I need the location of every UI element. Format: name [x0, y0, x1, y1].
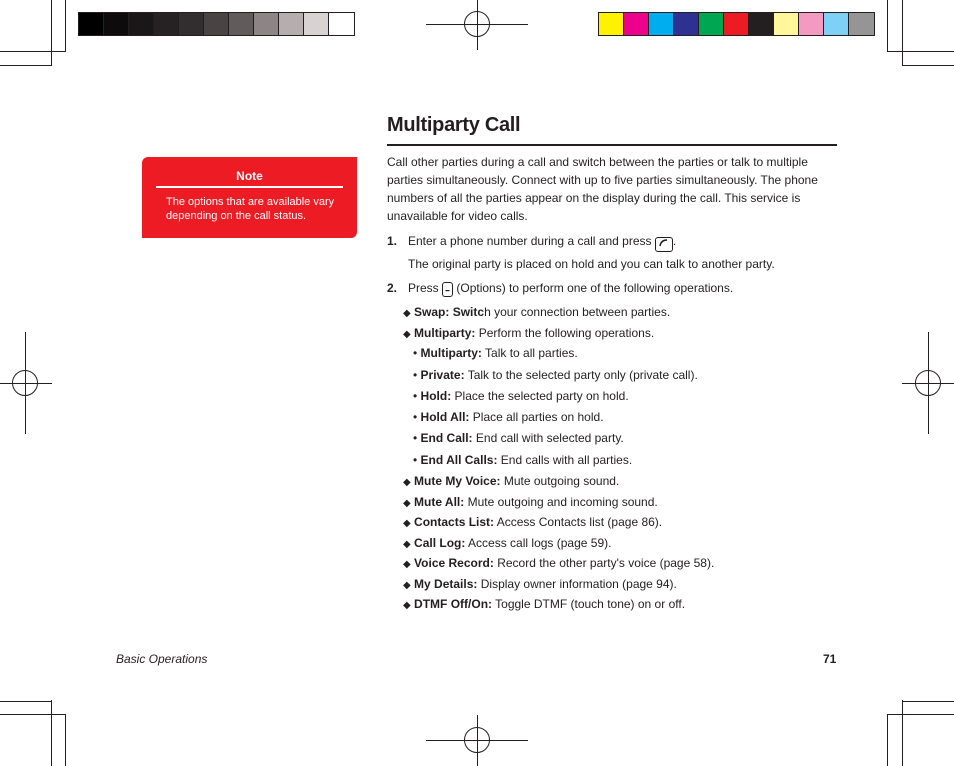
- color-swatch: [204, 13, 229, 35]
- option-desc: Perform the following operations.: [478, 326, 655, 340]
- page-title: Multiparty Call: [387, 114, 521, 136]
- step-2-instruction-end: (Options) to perform one of the following operations.: [456, 281, 734, 295]
- option-label: Mute All:: [414, 495, 465, 509]
- option-label: Call Log:: [414, 536, 466, 550]
- footer-page-number: 71: [823, 652, 837, 666]
- option-desc: Mute outgoing and incoming sound.: [467, 495, 658, 509]
- sub-option-desc: Talk to the selected party only (private call).: [467, 368, 698, 382]
- option-desc: Toggle DTMF (touch tone) on or off.: [495, 597, 686, 611]
- color-swatch: [104, 13, 129, 35]
- diamond-bullet-icon: ◆: [403, 600, 411, 611]
- option-desc: Display owner information (page 94).: [480, 577, 677, 591]
- footer-section-name: Basic Operations: [116, 652, 208, 666]
- diamond-bullet-icon: ◆: [403, 559, 411, 570]
- option-mute-my-voice: [403, 474, 619, 488]
- option-dtmf: [403, 597, 685, 611]
- color-swatch: [724, 13, 749, 35]
- diamond-bullet-icon: ◆: [403, 308, 411, 319]
- intro-paragraph: Call other parties during a call and switch between the parties or talk to multiple parties simultaneously. Connect with up to five parties simultaneously. The phone numbers of all the parties appear on the display during the call. This service is unavailable for video calls.: [387, 155, 818, 223]
- step-1-number: 1.: [387, 234, 398, 248]
- title-rule: [387, 144, 837, 146]
- sub-option-label: Hold:: [420, 389, 452, 403]
- color-swatch: [649, 13, 674, 35]
- color-swatch: [624, 13, 649, 35]
- sub-option-label: Multiparty:: [420, 346, 482, 360]
- diamond-bullet-icon: ◆: [403, 518, 411, 529]
- option-voice-record: [403, 556, 714, 570]
- dot-bullet-icon: •: [413, 368, 418, 382]
- diamond-bullet-icon: ◆: [403, 539, 411, 550]
- diamond-bullet-icon: ◆: [403, 580, 411, 591]
- step-2-number: 2.: [387, 281, 398, 295]
- sub-option-desc: End calls with all parties.: [500, 453, 633, 467]
- step-1-instruction: Enter a phone number during a call and press: [408, 234, 652, 248]
- option-label: Contacts List:: [414, 515, 495, 529]
- color-swatch: [599, 13, 624, 35]
- process-color-bar: [598, 12, 875, 36]
- color-swatch: [849, 13, 874, 35]
- sub-option-end-all-calls: [413, 453, 632, 467]
- option-multiparty: [403, 326, 654, 340]
- color-swatch: [674, 13, 699, 35]
- sub-option-desc: Place the selected party on hold.: [454, 389, 629, 403]
- sub-option-private: [413, 368, 698, 382]
- diamond-bullet-icon: ◆: [403, 477, 411, 488]
- color-swatch: [774, 13, 799, 35]
- diamond-bullet-icon: ◆: [403, 329, 411, 340]
- color-swatch: [799, 13, 824, 35]
- note-text: The options that are available vary depending on the call status.: [166, 196, 335, 222]
- option-desc: Mute outgoing sound.: [503, 474, 620, 488]
- option-desc: Access Contacts list (page 86).: [496, 515, 663, 529]
- option-label: My Details:: [414, 577, 478, 591]
- color-swatch: [79, 13, 104, 35]
- color-swatch: [229, 13, 254, 35]
- sub-option-hold-all: [413, 410, 604, 424]
- option-label: Multiparty:: [414, 326, 476, 340]
- option-desc: Access call logs (page 59).: [468, 536, 612, 550]
- option-contacts-list: [403, 515, 662, 529]
- option-my-details: [403, 577, 677, 591]
- note-title: Note: [236, 169, 263, 183]
- dot-bullet-icon: •: [413, 389, 418, 403]
- color-swatch: [179, 13, 204, 35]
- color-swatch: [129, 13, 154, 35]
- color-swatch: [749, 13, 774, 35]
- option-swap: [403, 305, 670, 319]
- option-mute-all: [403, 495, 658, 509]
- note-divider: [156, 186, 343, 188]
- option-call-log: [403, 536, 611, 550]
- sub-option-label: Hold All:: [420, 410, 470, 424]
- color-swatch: [279, 13, 304, 35]
- sub-option-hold: [413, 389, 629, 403]
- options-softkey-icon: [442, 282, 453, 297]
- step-1-subtext: The original party is placed on hold and you can talk to another party.: [408, 257, 775, 271]
- sub-option-label: Private:: [420, 368, 465, 382]
- step-1-text: [408, 234, 676, 252]
- dot-bullet-icon: •: [413, 453, 418, 467]
- color-swatch: [304, 13, 329, 35]
- sub-option-desc: Place all parties on hold.: [472, 410, 604, 424]
- sub-option-end-call: [413, 431, 624, 445]
- step-1-period: .: [672, 234, 677, 248]
- dot-bullet-icon: •: [413, 410, 418, 424]
- option-label: Mute My Voice:: [414, 474, 501, 488]
- step-2-text: [408, 281, 733, 297]
- sub-option-desc: Talk to all parties.: [485, 346, 578, 360]
- color-swatch: [154, 13, 179, 35]
- option-label: Swap: Switc: [414, 305, 485, 319]
- option-label: DTMF Off/On:: [414, 597, 493, 611]
- sub-option-multiparty: [413, 346, 578, 360]
- option-desc: Record the other party's voice (page 58).: [497, 556, 715, 570]
- color-swatch: [824, 13, 849, 35]
- sub-option-label: End All Calls:: [420, 453, 498, 467]
- grayscale-color-bar: [78, 12, 355, 36]
- send-key-icon: [655, 237, 673, 252]
- diamond-bullet-icon: ◆: [403, 498, 411, 509]
- step-2-instruction: Press: [408, 281, 439, 295]
- dot-bullet-icon: •: [413, 431, 418, 445]
- color-swatch: [254, 13, 279, 35]
- color-swatch: [699, 13, 724, 35]
- option-desc: h your connection between parties.: [484, 305, 671, 319]
- sub-option-desc: End call with selected party.: [475, 431, 624, 445]
- option-label: Voice Record:: [414, 556, 494, 570]
- dot-bullet-icon: •: [413, 346, 418, 360]
- note-box: [142, 157, 357, 238]
- color-swatch: [329, 13, 354, 35]
- sub-option-label: End Call:: [420, 431, 473, 445]
